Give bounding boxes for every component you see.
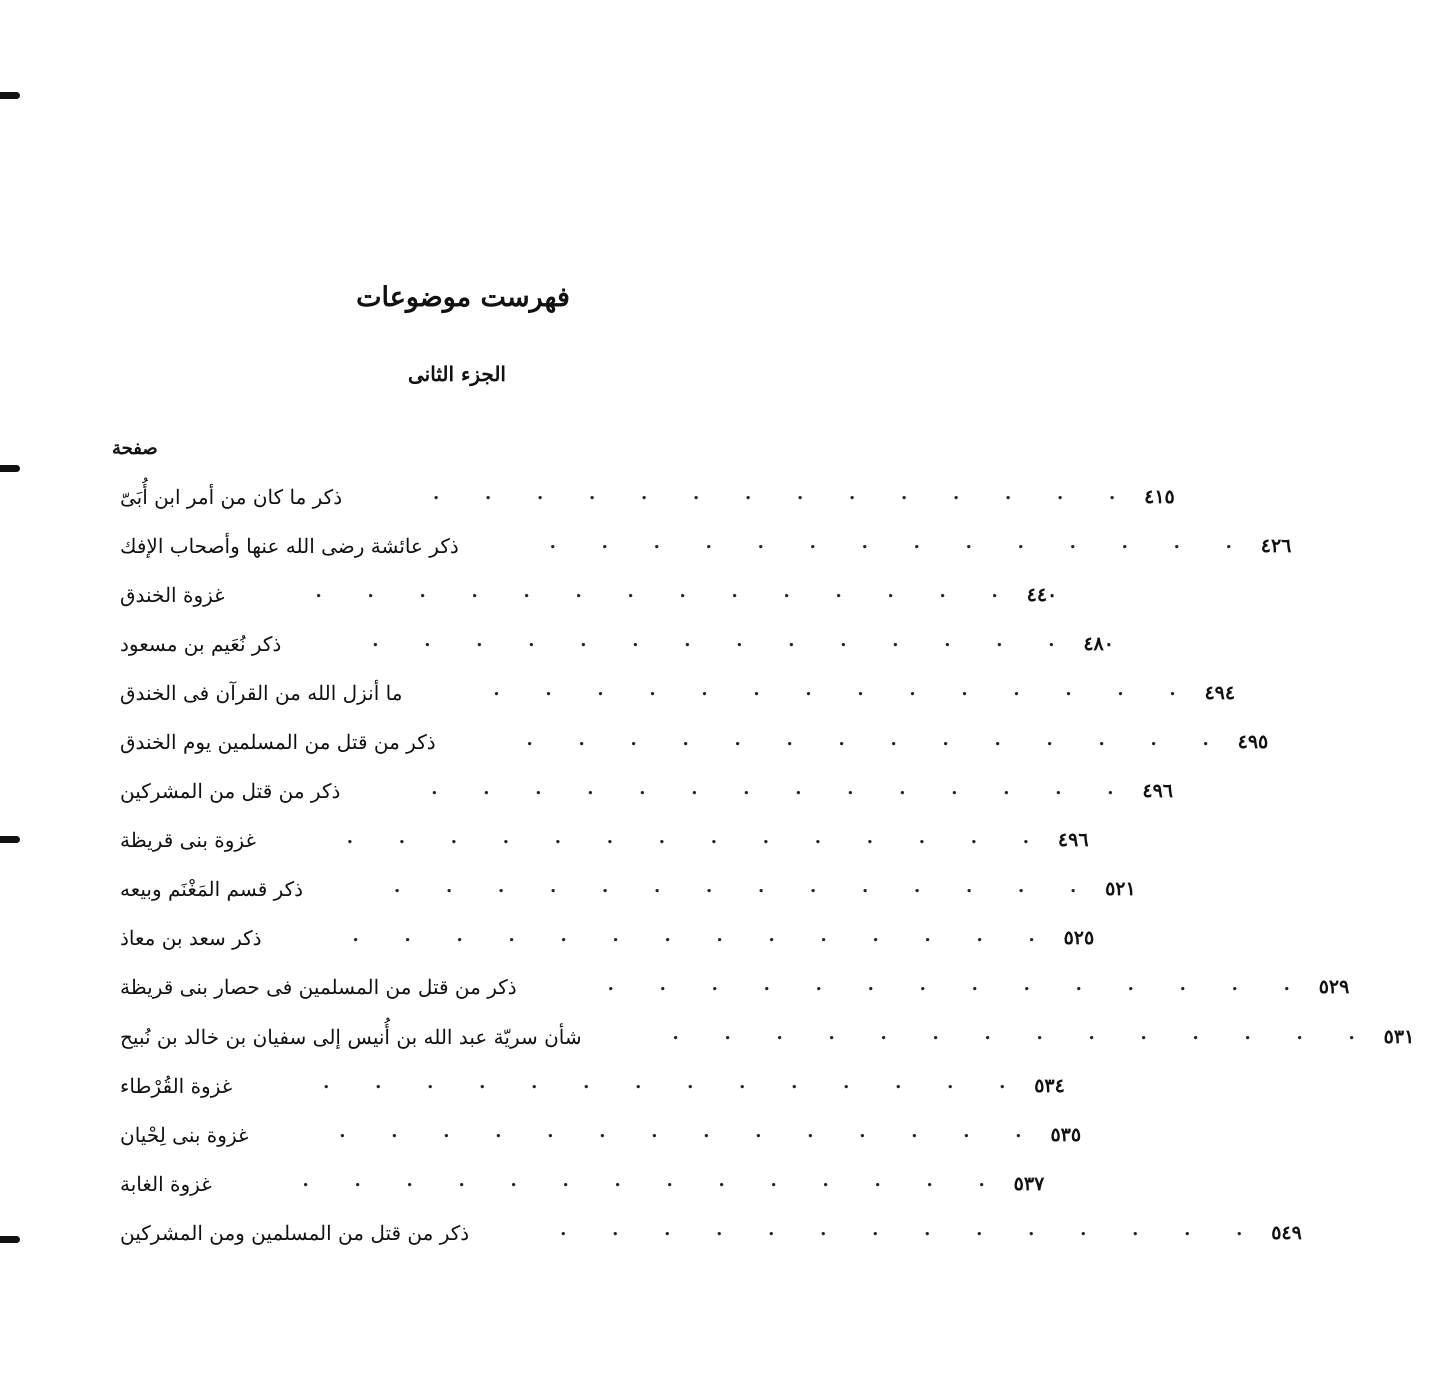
toc-entry-page-number: ٥٣١ <box>1383 1025 1415 1048</box>
toc-entry <box>112 1159 1045 1208</box>
toc-entry-page-number: ٤٤٠ <box>1026 583 1058 606</box>
toc-entry-title: ذكر من قتل من المشركين <box>120 779 341 804</box>
toc-entry <box>112 914 1095 963</box>
toc-entry-title: غزوة الخندق <box>120 582 225 607</box>
toc-entry-title: ذكر من قتل من المسلمين يوم الخندق <box>120 730 436 755</box>
toc-entry <box>112 619 1114 668</box>
toc-entry-page-number: ٤٨٠ <box>1083 632 1114 655</box>
toc-leader-dots: . . . . . . . . . . . . . . <box>346 826 1030 848</box>
toc-entry-page-number: ٥٢٩ <box>1318 976 1350 999</box>
toc-entry-page-number: ٤٩٦ <box>1057 829 1089 852</box>
toc-entry-page-number: ٤٩٤ <box>1204 681 1236 704</box>
toc-entry <box>112 767 1174 816</box>
toc-entry <box>112 816 1089 865</box>
toc-leader-dots: . . . . . . . . . . . . . . <box>607 973 1290 995</box>
toc-entry <box>112 1012 1415 1061</box>
page-column-label: صفحة <box>112 438 158 459</box>
toc-leader-dots: . . . . . . . . . . . . . . <box>526 728 1209 750</box>
table-of-contents <box>112 472 1415 1258</box>
toc-leader-dots: . . . . . . . . . . . . . . <box>352 924 1035 946</box>
toc-entry-title: ذكر ما كان من أمر ابن أُبَىّ <box>120 484 343 509</box>
toc-entry <box>112 472 1175 521</box>
toc-entry-page-number: ٥٣٤ <box>1034 1074 1065 1097</box>
toc-entry <box>112 668 1236 717</box>
toc-entry-title: ما أنزل الله من القرآن فى الخندق <box>120 680 403 705</box>
toc-entry <box>112 717 1269 766</box>
toc-entry-page-number: ٥٣٥ <box>1050 1123 1082 1146</box>
toc-leader-dots: . . . . . . . . . . . . . . <box>302 1170 985 1192</box>
page-title <box>0 282 930 313</box>
toc-entry-title: ذكر سعد بن معاذ <box>120 926 262 951</box>
toc-entry <box>112 963 1350 1012</box>
binding-mark <box>0 1236 20 1243</box>
toc-entry-page-number: ٥٢١ <box>1105 878 1136 901</box>
toc-entry-page-number: ٤٢٦ <box>1260 534 1292 557</box>
toc-entry-title: ذكر من قتل من المسلمين ومن المشركين <box>120 1220 470 1245</box>
toc-leader-dots: . . . . . . . . . . . . . . <box>493 679 1176 701</box>
toc-leader-dots: . . . . . . . . . . . . . . <box>323 1072 1006 1094</box>
toc-entry-title: غزوة القُرْطاء <box>120 1073 233 1098</box>
toc-leader-dots: . . . . . . . . . . . . . . <box>432 483 1116 505</box>
toc-entry-title: ذكر نُعَيم بن مسعود <box>120 631 282 656</box>
toc-leader-dots: . . . . . . . . . . . . . . <box>431 777 1114 799</box>
toc-entry-page-number: ٥٤٩ <box>1271 1221 1302 1244</box>
toc-entry-page-number: ٥٢٥ <box>1063 927 1095 950</box>
toc-leader-dots: . . . . . . . . . . . . . . <box>393 875 1077 897</box>
toc-entry <box>112 570 1058 619</box>
toc-entry-title: غزوة الغابة <box>120 1171 212 1196</box>
toc-entry-page-number: ٤٩٥ <box>1237 731 1269 754</box>
toc-entry-title: ذكر عائشة رضى الله عنها وأصحاب الإفك <box>120 533 459 558</box>
toc-entry-title: شأن سريّة عبد الله بن أُنيس إلى سفيان بن خالد بن نُبيح <box>120 1024 582 1049</box>
volume-subtitle-text: الجزء الثانى <box>408 362 506 386</box>
toc-leader-dots: . . . . . . . . . . . . . . <box>672 1023 1355 1045</box>
toc-leader-dots: . . . . . . . . . . . . . . <box>315 581 998 603</box>
toc-entry-page-number: ٤١٥ <box>1144 485 1175 508</box>
toc-leader-dots: . . . . . . . . . . . . . . <box>339 1121 1022 1143</box>
toc-entry-title: غزوة بنى قريظة <box>120 828 256 853</box>
volume-subtitle <box>0 362 930 386</box>
toc-entry-page-number: ٥٣٧ <box>1013 1172 1045 1195</box>
toc-entry-title: ذكر من قتل من المسلمين فى حصار بنى قريظة <box>120 975 517 1000</box>
toc-entry <box>112 1208 1302 1257</box>
toc-entry-title: غزوة بنى لِحْيان <box>120 1122 249 1147</box>
toc-entry <box>112 865 1136 914</box>
page-title-text: فهرست موضوعات <box>356 282 570 313</box>
binding-mark <box>0 836 20 843</box>
toc-leader-dots: . . . . . . . . . . . . . . <box>372 630 1055 652</box>
toc-entry-page-number: ٤٩٦ <box>1142 780 1174 803</box>
toc-entry-title: ذكر قسم المَغْنَم وبيعه <box>120 877 304 902</box>
toc-entry <box>112 1061 1065 1110</box>
toc-leader-dots: . . . . . . . . . . . . . . <box>560 1219 1243 1241</box>
toc-entry <box>112 1110 1082 1159</box>
binding-mark <box>0 92 20 99</box>
toc-leader-dots: . . . . . . . . . . . . . . <box>549 532 1232 554</box>
toc-entry <box>112 521 1292 570</box>
binding-mark <box>0 465 20 472</box>
